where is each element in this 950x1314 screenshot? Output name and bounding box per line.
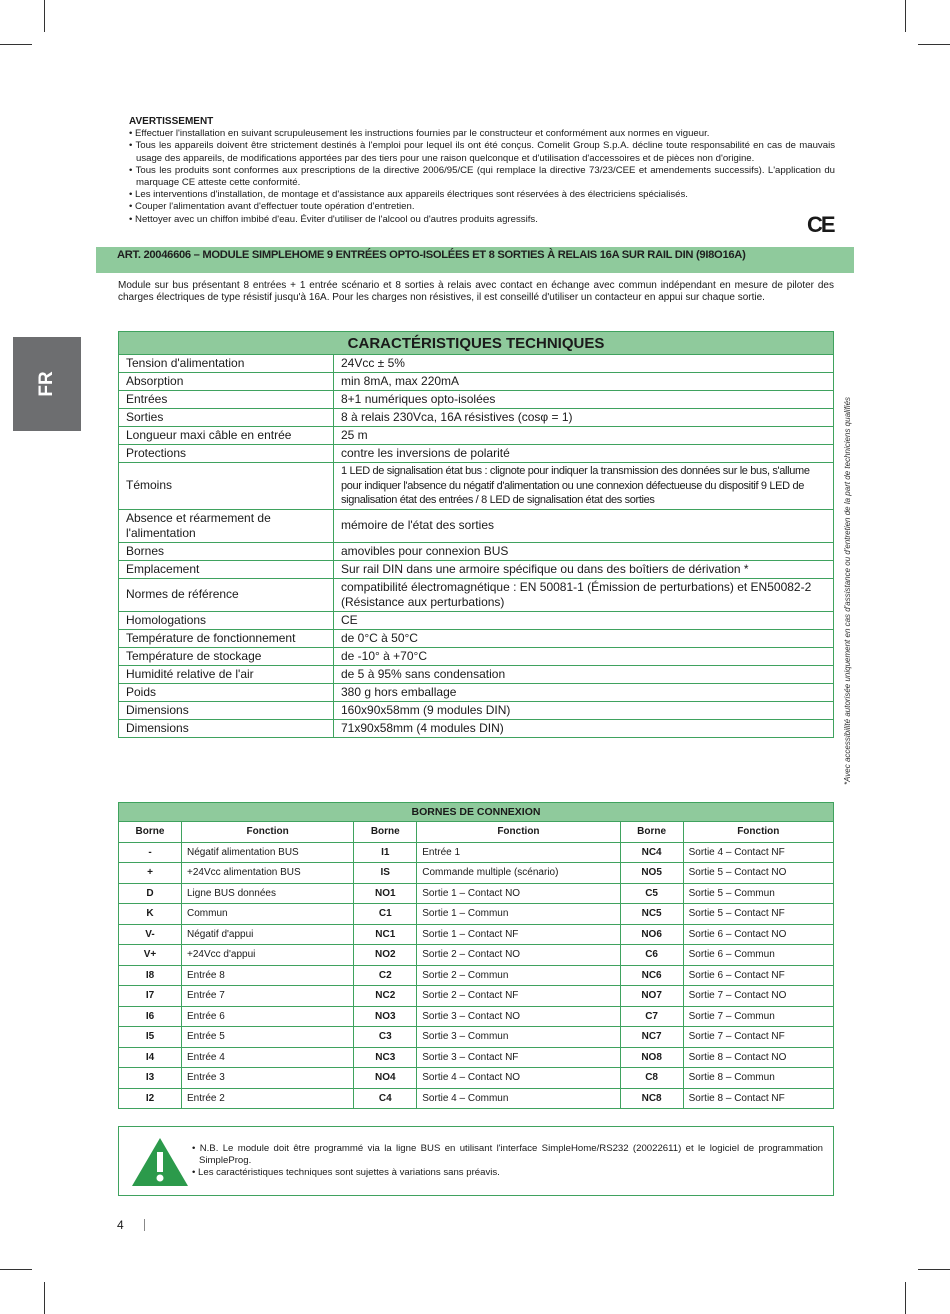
specs-row [119,391,834,409]
terminal-function: Sortie 7 – Commun [683,1006,833,1027]
spec-value: mémoire de l'état des sorties [334,509,834,542]
terminal-code: NO5 [620,863,683,884]
terminal-function: Entrée 8 [182,965,354,986]
terminal-code: NC8 [620,1088,683,1109]
specs-row [119,578,834,611]
spec-value: de -10° à +70°C [334,647,834,665]
table-row [119,1027,834,1048]
terminal-function: +24Vcc alimentation BUS [182,863,354,884]
terminal-code: I1 [354,842,417,863]
specs-row [119,647,834,665]
language-tab-label: FR [36,371,57,397]
spec-label: Température de stockage [119,647,334,665]
table-row [119,945,834,966]
terminal-code: NO3 [354,1006,417,1027]
specs-row [119,665,834,683]
specs-row [119,701,834,719]
intro-text: Module sur bus présentant 8 entrées + 1 entrée scénario et 8 sorties à relais avec contact en échange avec commun indépendant en mesure de piloter des charges électriques de type résistif jusqu'à 16A. Pour les charges non résistives, il est conseillé d'utiliser un contacteur en appui sur chaque sortie. [118,280,834,304]
terminal-function: Sortie 7 – Contact NO [683,986,833,1007]
terminal-function: Sortie 2 – Contact NO [417,945,620,966]
spec-value: contre les inversions de polarité [334,445,834,463]
table-row [119,924,834,945]
warning-block [129,116,835,226]
terminal-code: NO7 [620,986,683,1007]
specs-row [119,427,834,445]
crop-mark [44,0,45,32]
specs-row [119,355,834,373]
terminals-title: BORNES DE CONNEXION [119,803,834,822]
terminal-function: Sortie 1 – Contact NO [417,883,620,904]
terminal-function: Sortie 3 – Contact NO [417,1006,620,1027]
specs-row [119,409,834,427]
crop-mark [918,44,950,45]
specs-row [119,560,834,578]
terminal-code: - [119,842,182,863]
terminals-table [118,802,834,1109]
terminal-code: I3 [119,1068,182,1089]
terminal-code: NC2 [354,986,417,1007]
page-number: 4 [117,1218,124,1232]
terminal-function: Sortie 2 – Commun [417,965,620,986]
terminal-function: Négatif alimentation BUS [182,842,354,863]
col-header-borne: Borne [119,822,182,843]
table-row [119,1068,834,1089]
terminal-code: IS [354,863,417,884]
crop-mark [905,1282,906,1314]
notes-box [118,1126,834,1196]
warning-icon [130,1136,190,1188]
spec-value: de 0°C à 50°C [334,629,834,647]
terminal-code: I5 [119,1027,182,1048]
specs-row [119,719,834,737]
terminal-code: NO1 [354,883,417,904]
terminal-code: C6 [620,945,683,966]
terminal-code: K [119,904,182,925]
terminal-code: I6 [119,1006,182,1027]
article-title: ART. 20046606 – MODULE SIMPLEHOME 9 ENTRÉES OPTO-ISOLÉES ET 8 SORTIES À RELAIS 16A SUR RAIL DIN (9I8O16A) [117,249,746,261]
side-note: *Avec accessibilité autorisée uniquement en cas d'assistance ou d'entretien de la part de techniciens qualifiés [843,396,852,785]
terminal-function: Sortie 3 – Commun [417,1027,620,1048]
crop-mark [905,0,906,32]
terminal-code: C5 [620,883,683,904]
col-header-borne: Borne [354,822,417,843]
table-row [119,904,834,925]
specs-row [119,542,834,560]
col-header-fonction: Fonction [417,822,620,843]
terminal-code: C4 [354,1088,417,1109]
terminal-code: C1 [354,904,417,925]
spec-value: Sur rail DIN dans une armoire spécifique ou dans des boîtiers de dérivation * [334,560,834,578]
terminal-function: Ligne BUS données [182,883,354,904]
terminal-function: Commun [182,904,354,925]
spec-value: 380 g hors emballage [334,683,834,701]
specs-row [119,629,834,647]
note-item: • N.B. Le module doit être programmé via la ligne BUS en utilisant l'interface SimpleHome/RS232 (20022611) et le logiciel de programmation SimpleProg. [192,1143,823,1166]
terminal-function: Sortie 6 – Contact NO [683,924,833,945]
terminal-code: + [119,863,182,884]
terminal-code: NC4 [620,842,683,863]
terminal-code: NO4 [354,1068,417,1089]
terminal-code: NC5 [620,904,683,925]
terminal-code: D [119,883,182,904]
terminal-code: V- [119,924,182,945]
spec-value: 24Vcc ± 5% [334,355,834,373]
specs-row [119,683,834,701]
specs-row [119,445,834,463]
table-row [119,883,834,904]
terminal-function: Sortie 8 – Contact NF [683,1088,833,1109]
crop-mark [0,1269,32,1270]
table-row [119,863,834,884]
spec-label: Dimensions [119,701,334,719]
terminal-code: NC3 [354,1047,417,1068]
terminal-code: NO2 [354,945,417,966]
terminal-code: NC1 [354,924,417,945]
col-header-fonction: Fonction [182,822,354,843]
note-item: • Les caractéristiques techniques sont sujettes à variations sans préavis. [192,1167,500,1178]
ce-mark: CE [807,212,834,237]
spec-value: compatibilité électromagnétique : EN 50081-1 (Émission de perturbations) et EN50082-2 (Résistance aux perturbations) [334,578,834,611]
spec-label: Température de fonctionnement [119,629,334,647]
spec-value: min 8mA, max 220mA [334,373,834,391]
crop-mark [0,44,32,45]
warning-item: • Nettoyer avec un chiffon imbibé d'eau. Éviter d'utiliser de l'alcool ou d'autres produits agressifs. [129,213,538,225]
terminal-function: Sortie 7 – Contact NF [683,1027,833,1048]
terminal-function: Sortie 8 – Commun [683,1068,833,1089]
warning-item: • Tous les produits sont conformes aux prescriptions de la directive 2006/95/CE (qui remplace la directive 73/23/CEE et amendements successifs). L'application du marquage CE atteste cette conformité. [129,164,835,189]
warning-title: AVERTISSEMENT [129,116,214,127]
specs-table [118,331,834,738]
terminal-function: Entrée 2 [182,1088,354,1109]
terminal-function: Entrée 3 [182,1068,354,1089]
specs-row [119,373,834,391]
spec-label: Homologations [119,611,334,629]
terminal-code: C2 [354,965,417,986]
spec-label: Absence et réarmement de l'alimentation [119,509,334,542]
spec-label: Dimensions [119,719,334,737]
terminal-code: I7 [119,986,182,1007]
article-title-bar [96,247,854,273]
terminal-code: I2 [119,1088,182,1109]
terminal-function: Sortie 6 – Commun [683,945,833,966]
table-row [119,965,834,986]
warning-item: • Effectuer l'installation en suivant scrupuleusement les instructions fournies par le constructeur et conformément aux normes en vigueur. [129,128,710,140]
terminal-function: Entrée 7 [182,986,354,1007]
terminal-function: Commande multiple (scénario) [417,863,620,884]
spec-value: 25 m [334,427,834,445]
terminal-code: I4 [119,1047,182,1068]
warning-item: • Les interventions d'installation, de montage et d'assistance aux appareils électriques sont réservées à des électriciens spécialisés. [129,189,688,201]
crop-mark [918,1269,950,1270]
specs-title: CARACTÉRISTIQUES TECHNIQUES [119,332,834,355]
crop-mark [44,1282,45,1314]
terminal-function: Sortie 4 – Commun [417,1088,620,1109]
terminal-code: NO8 [620,1047,683,1068]
spec-label: Entrées [119,391,334,409]
spec-value: CE [334,611,834,629]
spec-label: Longueur maxi câble en entrée [119,427,334,445]
spec-label: Normes de référence [119,578,334,611]
page-number-divider [144,1219,145,1231]
terminal-function: Sortie 4 – Contact NO [417,1068,620,1089]
terminal-function: Sortie 5 – Commun [683,883,833,904]
specs-row [119,611,834,629]
specs-row [119,509,834,542]
spec-label: Tension d'alimentation [119,355,334,373]
table-row [119,986,834,1007]
terminal-function: Sortie 1 – Commun [417,904,620,925]
table-row [119,1006,834,1027]
spec-label: Humidité relative de l'air [119,665,334,683]
table-row [119,1047,834,1068]
spec-value: de 5 à 95% sans condensation [334,665,834,683]
terminal-function: Négatif d'appui [182,924,354,945]
terminal-code: NC7 [620,1027,683,1048]
terminal-function: Entrée 6 [182,1006,354,1027]
warning-item: • Couper l'alimentation avant d'effectuer toute opération d'entretien. [129,201,415,213]
spec-label: Bornes [119,542,334,560]
table-row [119,842,834,863]
terminal-function: +24Vcc d'appui [182,945,354,966]
specs-row [119,463,834,510]
spec-value: 1 LED de signalisation état bus : clignote pour indiquer la transmission des données sur le bus, s'allume pour indiquer l'absence du négatif d'alimentation ou une connexion défectueuse du dispositif 9 LED de signalisation état des entrées / 8 LED de signalisation état des sorties [334,463,834,510]
warning-item: • Tous les appareils doivent être strictement destinés à l'emploi pour lequel ils ont été conçus. Comelit Group S.p.A. décline toute responsabilité en cas de mauvais usage des appareils, de modifications apportées par des tiers pour une raison quelconque et d'utilisation d'accessoires et de pièces non d'origine. [129,140,835,164]
spec-value: amovibles pour connexion BUS [334,542,834,560]
spec-value: 8+1 numériques opto-isolées [334,391,834,409]
spec-label: Emplacement [119,560,334,578]
terminal-code: C3 [354,1027,417,1048]
col-header-fonction: Fonction [683,822,833,843]
terminal-function: Sortie 8 – Contact NO [683,1047,833,1068]
spec-label: Témoins [119,463,334,510]
spec-label: Poids [119,683,334,701]
spec-label: Sorties [119,409,334,427]
terminal-function: Sortie 6 – Contact NF [683,965,833,986]
terminal-function: Entrée 5 [182,1027,354,1048]
terminal-code: V+ [119,945,182,966]
terminal-code: C7 [620,1006,683,1027]
spec-value: 71x90x58mm (4 modules DIN) [334,719,834,737]
col-header-borne: Borne [620,822,683,843]
terminal-code: I8 [119,965,182,986]
terminal-function: Entrée 4 [182,1047,354,1068]
terminal-function: Sortie 3 – Contact NF [417,1047,620,1068]
terminal-code: C8 [620,1068,683,1089]
terminal-function: Entrée 1 [417,842,620,863]
language-tab [13,337,81,431]
spec-label: Protections [119,445,334,463]
terminal-code: NO6 [620,924,683,945]
terminal-code: NC6 [620,965,683,986]
terminal-function: Sortie 1 – Contact NF [417,924,620,945]
table-row [119,1088,834,1109]
terminal-function: Sortie 5 – Contact NF [683,904,833,925]
spec-label: Absorption [119,373,334,391]
spec-value: 160x90x58mm (9 modules DIN) [334,701,834,719]
terminal-function: Sortie 4 – Contact NF [683,842,833,863]
spec-value: 8 à relais 230Vca, 16A résistives (cosφ = 1) [334,409,834,427]
terminal-function: Sortie 2 – Contact NF [417,986,620,1007]
terminal-function: Sortie 5 – Contact NO [683,863,833,884]
